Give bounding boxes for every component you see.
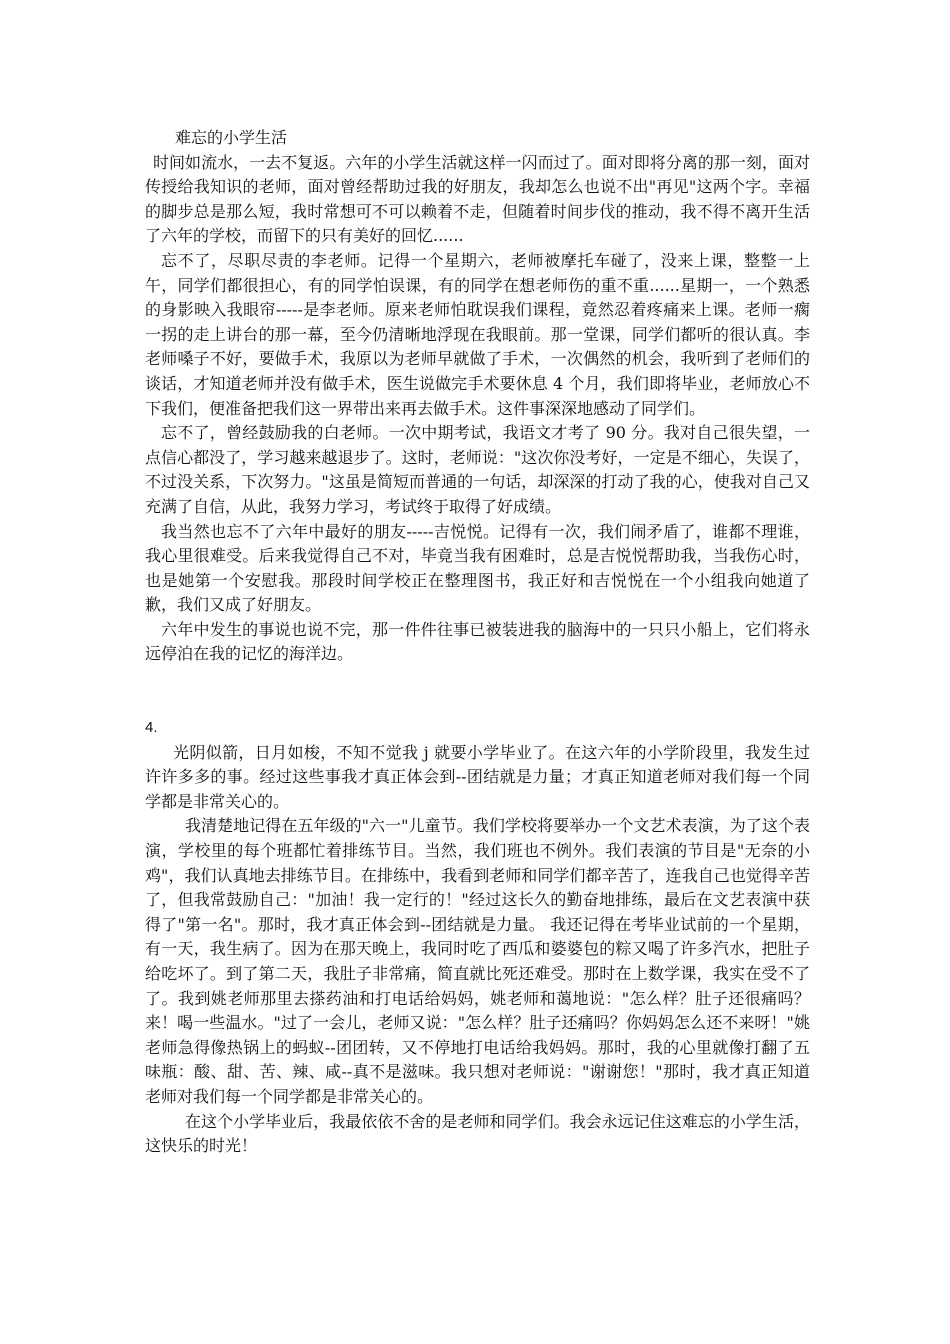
section-spacer bbox=[145, 667, 810, 716]
document-body bbox=[145, 126, 810, 1159]
essay-title: 难忘的小学生活 bbox=[175, 128, 288, 147]
essay1-paragraph-1: 时间如流水，一去不复返。六年的小学生活就这样一闪而过了。面对即将分离的那一刻，面对传授给我知识的老师，面对曾经帮助过我的好朋友，我却怎么也说不出"再见"这两个字。幸福的脚步总是那么短，我时常想可不可以赖着不走，但随着时间步伐的推动，我不得不离开生活了六年的学校，而留下的只有美好的回忆...... bbox=[145, 152, 810, 246]
essay1-paragraph-3: 忘不了，曾经鼓励我的白老师。一次中期考试，我语文才考了 90 分。我对自己很失望，一点信心都没了，学习越来越退步了。这时，老师说："这次你没考好，一定是不细心，失误了，不过没关系，下次努力。"这虽是简短而普通的一句话，却深深的打动了我的心，使我对自己又充满了自信，从此，我努力学习，考试终于取得了好成绩。 bbox=[145, 423, 810, 516]
essay1-paragraph-4: 我当然也忘不了六年中最好的朋友-----吉悦悦。记得有一次，我们闹矛盾了，谁都不理谁，我心里很难受。后来我觉得自己不对，毕竟当我有困难时，总是吉悦悦帮助我，当我伤心时，也是她第一个安慰我。那段时间学校正在整理图书，我正好和吉悦悦在一个小组我向她道了歉，我们又成了好朋友。 bbox=[145, 521, 810, 615]
essay2-paragraph-1: 光阴似箭，日月如梭，不知不觉我 j 就要小学毕业了。在这六年的小学阶段里，我发生过许许多多的事。经过这些事我才真正体会到--团结就是力量；才真正知道老师对我们每一个同学都是非常关心的。 bbox=[145, 742, 810, 811]
section-number: 4. bbox=[145, 719, 158, 737]
essay2-paragraph-3: 在这个小学毕业后，我最依依不舍的是老师和同学们。我会永远记住这难忘的小学生活，这快乐的时光！ bbox=[145, 1111, 810, 1156]
essay2-paragraph-2: 我清楚地记得在五年级的"六一"儿童节。我们学校将要举办一个文艺术表演，为了这个表演，学校里的每个班都忙着排练节目。当然，我们班也不例外。我们表演的节目是"无奈的小鸡"，我们认真地去排练节目。在排练中，我看到老师和同学们都辛苦了，连我自己也觉得辛苦了，但我常鼓励自己："加油！我一定行的！"经过这长久的勤奋地排练，最后在文艺表演中获得了"第一名"。那时，我才真正体会到--团结就是力量。 我还记得在考毕业试前的一个星期，有一天，我生病了。因为在那天晚上，我同时吃了西瓜和婆婆包的粽又喝了许多汽水，把肚子给吃坏了。到了第二天，我肚子非常痛，简直就比死还难受。那时在上数学课，我实在受不了了。我到姚老师那里去搽药油和打电话给妈妈，姚老师和蔼地说："怎么样？肚子还很痛吗？来！喝一些温水。"过了一会儿，老师又说："怎么样？肚子还痛吗？你妈妈怎么还不来呀！"姚老师急得像热锅上的蚂蚁--团团转，又不停地打电话给我妈妈。那时，我的心里就像打翻了五味瓶：酸、甜、苦、辣、咸--真不是滋味。我只想对老师说："谢谢您！"那时，我才真正知道老师对我们每一个同学都是非常关心的。 bbox=[145, 816, 810, 1106]
essay1-paragraph-5: 六年中发生的事说也说不完，那一件件往事已被装进我的脑海中的一只只小船上，它们将永远停泊在我的记忆的海洋边。 bbox=[145, 619, 810, 664]
essay1-paragraph-2: 忘不了，尽职尽责的李老师。记得一个星期六，老师被摩托车碰了，没来上课，整整一上午，同学们都很担心，有的同学怕误课，有的同学在想老师伤的重不重......星期一，一个熟悉的身影映入我眼帘-----是李老师。原来老师怕耽误我们课程，竟然忍着疼痛来上课。老师一瘸一拐的走上讲台的那一幕，至今仍清晰地浮现在我眼前。那一堂课，同学们都听的很认真。李老师嗓子不好，要做手术，我原以为老师早就做了手术，一次偶然的机会，我听到了老师们的谈话，才知道老师并没有做手术，医生说做完手术要休息 4 个月，我们即将毕业，老师放心不下我们，便准备把我们这一界带出来再去做手术。这件事深深地感动了同学们。 bbox=[145, 250, 810, 418]
